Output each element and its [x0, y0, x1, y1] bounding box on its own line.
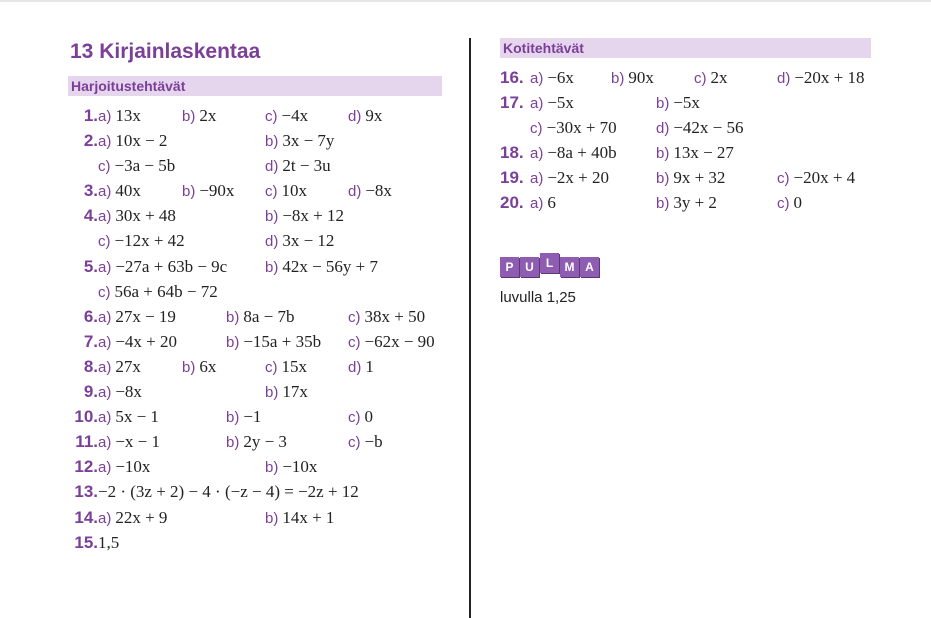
answer-item	[656, 118, 744, 138]
answer-expression: 10x − 2	[115, 131, 168, 151]
column-divider	[469, 38, 471, 618]
answer-item	[98, 257, 227, 277]
answer-expression: −5x	[673, 93, 700, 113]
part-label: a)	[530, 145, 544, 163]
answer-item	[611, 68, 654, 88]
exercise-number: 16.	[500, 68, 524, 87]
answer-item	[530, 93, 574, 113]
pulma-letter-tile: P	[500, 257, 519, 277]
part-label: c)	[98, 283, 111, 301]
answer-item	[98, 106, 141, 126]
answer-expression: −30x + 70	[546, 118, 617, 138]
answer-expression: −4x	[281, 106, 309, 125]
answer-expression: −1	[243, 407, 262, 427]
part-label: b)	[226, 308, 240, 326]
answer-expression: −b	[364, 432, 383, 452]
exercise-number: 14.	[74, 507, 98, 527]
page-title: 13 Kirjainlaskentaa	[70, 40, 261, 63]
answer-expression: −42x − 56	[673, 118, 744, 138]
answer-item	[265, 357, 307, 377]
answer-row	[68, 153, 468, 178]
answer-item	[656, 93, 700, 113]
answer-row	[500, 190, 920, 215]
exercise-number: 10.	[74, 407, 98, 427]
answer-row	[68, 530, 468, 555]
answer-expression: 90x	[628, 68, 654, 87]
answer-item	[98, 156, 175, 176]
answer-expression: 14x + 1	[282, 507, 335, 527]
part-label: c)	[98, 158, 111, 176]
exercise-number: 7.	[83, 331, 98, 351]
part-label: b)	[226, 409, 240, 427]
part-label: a)	[98, 333, 112, 351]
answer-row	[68, 279, 468, 304]
part-label: d)	[348, 358, 362, 376]
part-label: a)	[530, 95, 544, 113]
answer-item	[265, 131, 334, 151]
part-label: d)	[777, 70, 791, 87]
answer-expression: 56a + 64b − 72	[114, 281, 218, 301]
part-label: b)	[265, 509, 279, 527]
answer-item	[98, 482, 359, 502]
answer-expression: 13x − 27	[673, 143, 734, 163]
answer-item	[348, 332, 435, 352]
answer-row	[68, 103, 468, 128]
exercise-number: 19.	[500, 168, 524, 188]
answer-expression: −62x − 90	[364, 331, 435, 351]
exercise-number: 18.	[500, 143, 524, 163]
answer-row	[68, 354, 468, 379]
pulma-letter-tile: U	[520, 257, 539, 277]
section-heading-harjoitus: Harjoitustehtävät	[68, 76, 442, 96]
part-label: a)	[98, 183, 112, 201]
part-label: a)	[98, 258, 112, 276]
part-label: a)	[98, 509, 112, 527]
pulma-answer: luvulla 1,25	[500, 289, 576, 306]
answer-row	[68, 304, 468, 329]
answer-expression: −2x + 20	[547, 168, 610, 188]
answer-expression: 3x − 12	[282, 231, 335, 251]
answer-item	[98, 332, 177, 352]
part-label: b)	[265, 384, 279, 402]
answer-expression: 15x	[281, 356, 307, 376]
part-label: b)	[656, 95, 670, 113]
answer-row	[68, 404, 468, 429]
answer-item	[530, 168, 609, 188]
answer-expression: −15a + 35b	[243, 331, 322, 351]
answer-expression: 1	[365, 356, 374, 376]
answer-item	[265, 231, 334, 251]
answer-expression: −27a + 63b − 9c	[115, 256, 228, 276]
part-label: a)	[98, 133, 112, 151]
part-label: c)	[265, 108, 278, 125]
exercise-number: 11.	[75, 432, 98, 452]
part-label: c)	[777, 170, 790, 188]
answer-expression: 6x	[199, 356, 217, 376]
part-label: c)	[98, 233, 111, 251]
answer-row	[68, 505, 468, 530]
answer-item	[226, 432, 287, 452]
answer-row	[68, 379, 468, 404]
answer-item	[265, 156, 331, 176]
answer-expression: −5x	[547, 93, 574, 113]
part-label: a)	[530, 70, 544, 87]
answer-item	[98, 382, 142, 402]
answer-row	[68, 254, 468, 279]
answer-expression: 2x	[710, 68, 728, 87]
answer-item	[777, 193, 802, 213]
answer-item	[694, 68, 728, 88]
answer-item	[98, 407, 159, 427]
answer-expression: −8x	[115, 382, 142, 402]
answer-expression: 40x	[115, 181, 141, 201]
answer-expression: −8x	[365, 181, 392, 201]
answer-item	[265, 457, 317, 477]
answer-item	[348, 357, 374, 377]
part-label: d)	[348, 183, 362, 201]
exercise-number: 12.	[74, 457, 98, 477]
answer-expression: 38x + 50	[364, 306, 426, 326]
answer-expression: 8a − 7b	[243, 306, 295, 326]
answer-item	[98, 282, 218, 302]
answer-expression: 30x + 48	[115, 206, 176, 226]
answer-expression: 0	[364, 407, 373, 427]
answer-row	[500, 90, 920, 115]
answer-item	[530, 68, 574, 88]
answer-item	[265, 106, 308, 126]
answer-expression: 5x − 1	[115, 407, 159, 427]
answer-item	[226, 307, 294, 327]
answer-item	[182, 357, 216, 377]
answer-expression: 9x	[365, 106, 383, 125]
part-label: b)	[265, 459, 279, 477]
part-label: c)	[348, 308, 361, 326]
answer-item	[348, 307, 425, 327]
pulma-letter-tile: L	[540, 253, 559, 273]
part-label: a)	[98, 384, 112, 402]
answer-item	[530, 193, 556, 213]
part-label: a)	[98, 459, 112, 477]
answer-item	[265, 206, 344, 226]
answer-expression: 2y − 3	[243, 432, 287, 452]
part-label: b)	[226, 333, 240, 351]
answer-expression: −6x	[547, 68, 574, 87]
answer-item	[265, 382, 308, 402]
part-label: b)	[226, 434, 240, 452]
part-label: a)	[98, 358, 112, 376]
part-label: d)	[265, 233, 279, 251]
answer-row	[500, 115, 920, 140]
top-border	[0, 0, 931, 2]
answer-item	[265, 257, 378, 277]
answer-item	[98, 231, 185, 251]
answer-item	[348, 106, 382, 126]
part-label: a)	[98, 208, 112, 226]
part-label: a)	[530, 170, 544, 188]
koti-answer-list	[500, 65, 920, 216]
answer-item	[98, 206, 176, 226]
answer-item	[98, 432, 160, 452]
answer-expression: 1,5	[98, 532, 120, 552]
answer-row	[68, 329, 468, 354]
answer-item	[656, 193, 717, 213]
answer-expression: −20x + 18	[794, 68, 865, 87]
answer-expression: 10x	[281, 181, 307, 201]
part-label: c)	[348, 409, 361, 427]
part-label: b)	[182, 183, 196, 201]
answer-expression: −x − 1	[115, 432, 161, 452]
exercise-number: 20.	[500, 193, 524, 213]
answer-expression: −12x + 42	[114, 231, 185, 251]
part-label: c)	[694, 70, 707, 87]
answer-item	[348, 432, 383, 452]
answer-row	[68, 178, 468, 203]
answer-row	[68, 228, 468, 253]
answer-expression: −90x	[199, 181, 235, 201]
answer-expression: 2x	[199, 106, 217, 125]
answer-row	[500, 165, 920, 190]
answer-row	[68, 454, 468, 479]
answer-expression: 13x	[115, 106, 141, 125]
answer-expression: 22x + 9	[115, 507, 168, 527]
harjoitus-answer-list	[68, 103, 468, 555]
answer-item	[226, 407, 261, 427]
exercise-number: 2.	[83, 131, 98, 151]
answer-row	[500, 65, 920, 90]
answer-row	[68, 128, 468, 153]
exercise-number: 1.	[83, 106, 98, 125]
answer-row	[68, 203, 468, 228]
answer-expression: 2t − 3u	[282, 156, 331, 176]
answer-item	[656, 168, 725, 188]
part-label: b)	[656, 170, 670, 188]
part-label: d)	[348, 108, 362, 125]
answer-expression: 9x + 32	[673, 168, 726, 188]
part-label: c)	[348, 434, 361, 452]
part-label: b)	[265, 258, 279, 276]
answer-expression: 3y + 2	[673, 193, 717, 213]
part-label: b)	[182, 358, 196, 376]
exercise-number: 4.	[83, 206, 98, 226]
part-label: c)	[348, 333, 361, 351]
answer-expression: −2 · (3z + 2) − 4 · (−z − 4) = −2z + 12	[98, 482, 359, 502]
answer-item	[98, 357, 141, 377]
exercise-number: 5.	[83, 256, 98, 276]
answer-expression: 6	[547, 193, 556, 213]
answer-expression: 0	[793, 193, 802, 213]
answer-expression: −10x	[282, 457, 318, 477]
part-label: a)	[98, 308, 112, 326]
answer-expression: −8a + 40b	[547, 143, 617, 163]
answer-expression: 3x − 7y	[282, 131, 335, 151]
pulma-letter-tile: M	[560, 257, 579, 277]
pulma-letter-tile: A	[580, 257, 599, 277]
part-label: c)	[777, 195, 790, 213]
part-label: b)	[611, 70, 625, 87]
answer-expression: 17x	[282, 382, 308, 402]
answer-row	[68, 479, 468, 504]
answer-item	[182, 106, 216, 126]
exercise-number: 8.	[83, 356, 98, 376]
part-label: c)	[265, 183, 278, 201]
exercise-number: 9.	[83, 382, 98, 402]
exercise-number: 15.	[74, 532, 98, 552]
answer-expression: −3a − 5b	[114, 156, 176, 176]
answer-item	[98, 457, 150, 477]
answer-item	[98, 307, 176, 327]
answer-expression: −4x + 20	[115, 331, 178, 351]
answer-item	[777, 68, 865, 88]
part-label: a)	[98, 409, 112, 427]
part-label: a)	[530, 195, 544, 213]
part-label: b)	[656, 195, 670, 213]
answer-expression: 27x	[115, 356, 141, 376]
part-label: b)	[182, 108, 196, 125]
part-label: d)	[265, 158, 279, 176]
answer-item	[348, 407, 373, 427]
answer-expression: −10x	[115, 457, 151, 477]
answer-expression: 42x − 56y + 7	[282, 256, 379, 276]
answer-item	[226, 332, 321, 352]
answer-item	[348, 181, 392, 201]
exercise-number: 17.	[500, 93, 524, 113]
answer-item	[530, 143, 617, 163]
answer-expression: −20x + 4	[793, 168, 856, 188]
part-label: b)	[265, 133, 279, 151]
exercise-number: 3.	[83, 181, 98, 201]
part-label: d)	[656, 120, 670, 138]
answer-item	[530, 118, 617, 138]
part-label: a)	[98, 108, 112, 125]
answer-row	[500, 140, 920, 165]
part-label: b)	[656, 145, 670, 163]
answer-expression: −8x + 12	[282, 206, 345, 226]
answer-row	[68, 429, 468, 454]
answer-item	[265, 181, 307, 201]
part-label: c)	[265, 358, 278, 376]
part-label: a)	[98, 434, 112, 452]
answer-item	[98, 533, 119, 553]
answer-item	[98, 508, 167, 528]
answer-item	[182, 181, 234, 201]
answer-item	[656, 143, 734, 163]
answer-item	[98, 131, 167, 151]
section-heading-koti: Kotitehtävät	[500, 38, 871, 58]
exercise-number: 6.	[83, 306, 98, 326]
answer-item	[98, 181, 141, 201]
part-label: c)	[530, 120, 543, 138]
pulma-logo	[500, 257, 600, 277]
answer-item	[265, 508, 334, 528]
part-label: b)	[265, 208, 279, 226]
answer-expression: 27x − 19	[115, 306, 176, 326]
answer-item	[777, 168, 855, 188]
exercise-number: 13.	[74, 482, 98, 502]
